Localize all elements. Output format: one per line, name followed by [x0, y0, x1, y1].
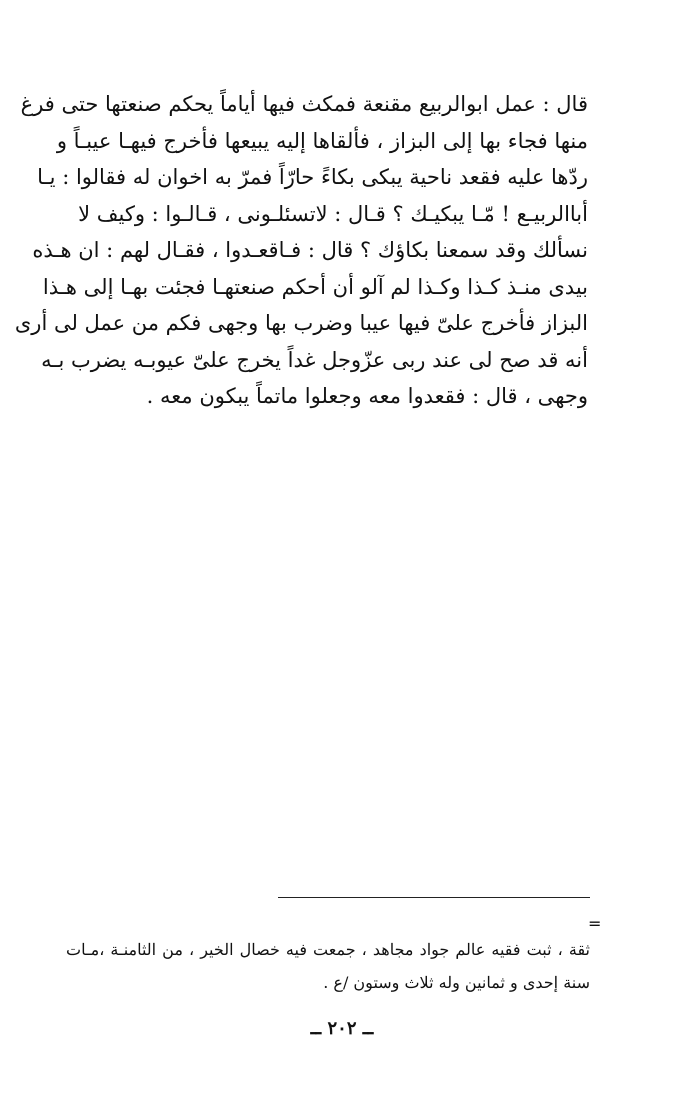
footnote-block [66, 933, 590, 999]
text-line-9: وجهى ، قال : فقعدوا معه وجعلوا ماتماً يبكون معه . [146, 384, 588, 408]
text-line-1: قال : عمل ابوالربيع مقنعة فمكث فيها أياماً يحكم صنعتها حتى فرغ [20, 92, 588, 116]
page-number: ــ ٢٠٢ ــ [310, 1018, 374, 1039]
footnote-divider [278, 897, 590, 898]
main-text-block [14, 86, 588, 415]
text-line-7: البزاز فأخرج علىّ فيها عيبا وضرب بها وجهى فكم من عمل لى أرى [14, 311, 588, 335]
text-line-5: نسألك وقد سمعنا بكاؤك ؟ قال : فـاقعـدوا ، فقـال لهم : ان هـذه [32, 238, 588, 262]
text-line-2: منها فجاء بها إلى البزاز ، فألقاها إليه يبيعها فأخرج فيهـا عيبـاً و [56, 128, 588, 153]
footnote-line-2: سنة إحدى و ثمانين وله ثلاث وستون /ع . [323, 973, 590, 992]
text-line-6: بيدى منـذ كـذا وكـذا لم آلو أن أحكم صنعتهـا فجئت بهـا إلى هـذا [42, 274, 588, 299]
footnote-line-1: ثقة ، ثبت فقيه عالم جواد مجاهد ، جمعت فيه خصال الخير ، من الثامنـة ،مـات [66, 940, 590, 959]
text-line-4: أباالربيـع ! مّـا يبكيـك ؟ قـال : لاتسئلـونى ، قـالـوا : وكيف لا [78, 201, 588, 226]
footnote-continuation-mark: = [588, 914, 602, 933]
text-line-8: أنه قد صح لى عند ربى عزّوجل غداً يخرج علىّ عيوبـه يضرب بـه [41, 347, 588, 372]
text-line-3: ردّها عليه فقعد ناحية يبكى بكاءً حارّاً فمرّ به اخوان له فقالوا : يـا [37, 165, 588, 189]
